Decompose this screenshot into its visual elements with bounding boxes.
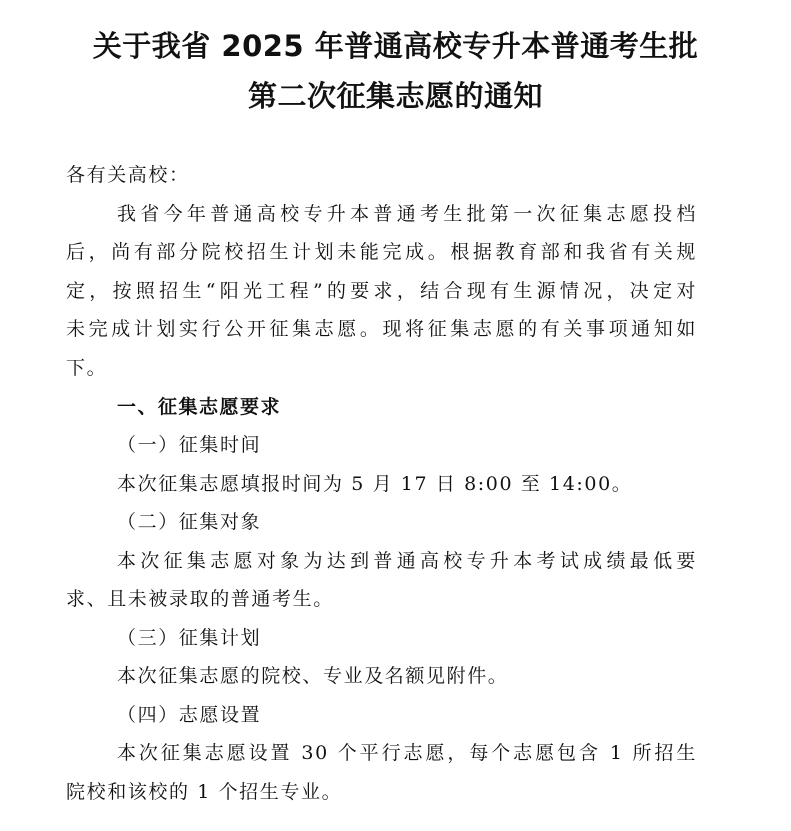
plan-text-line-1: 本次征集志愿的院校、专业及名额见附件。 (117, 665, 509, 687)
subsection-heading-target: （二）征集对象 (117, 511, 262, 533)
settings-text-line-2: 院校和该校的 1 个招生专业。 (66, 781, 343, 803)
subsection-heading-plan: （三）征集计划 (117, 627, 262, 649)
subsection-heading-time: （一）征集时间 (117, 434, 262, 456)
section-heading-requirements: 一、征集志愿要求 (117, 396, 282, 418)
intro-line-5: 下。 (66, 357, 108, 379)
intro-line-3: 定，按照招生“阳光工程”的要求，结合现有生源情况，决定对 (66, 280, 697, 302)
intro-line-2: 后，尚有部分院校招生计划未能完成。根据教育部和我省有关规 (66, 241, 697, 263)
time-text-line-1: 本次征集志愿填报时间为 5 月 17 日 8:00 至 14:00。 (117, 473, 633, 495)
target-text-line-2: 求、且未被录取的普通考生。 (66, 588, 334, 610)
document-title-line-2: 第二次征集志愿的通知 (247, 79, 543, 113)
document-title-line-1: 关于我省 2025 年普通高校专升本普通考生批 (92, 29, 699, 63)
intro-line-4: 未完成计划实行公开征集志愿。现将征集志愿的有关事项通知如 (66, 318, 697, 340)
target-text-line-1: 本次征集志愿对象为达到普通高校专升本考试成绩最低要 (117, 550, 697, 572)
intro-line-1: 我省今年普通高校专升本普通考生批第一次征集志愿投档 (117, 203, 697, 225)
salutation: 各有关高校： (66, 164, 190, 186)
subsection-heading-settings: （四）志愿设置 (117, 704, 262, 726)
settings-text-line-1: 本次征集志愿设置 30 个平行志愿，每个志愿包含 1 所招生 (117, 742, 697, 764)
